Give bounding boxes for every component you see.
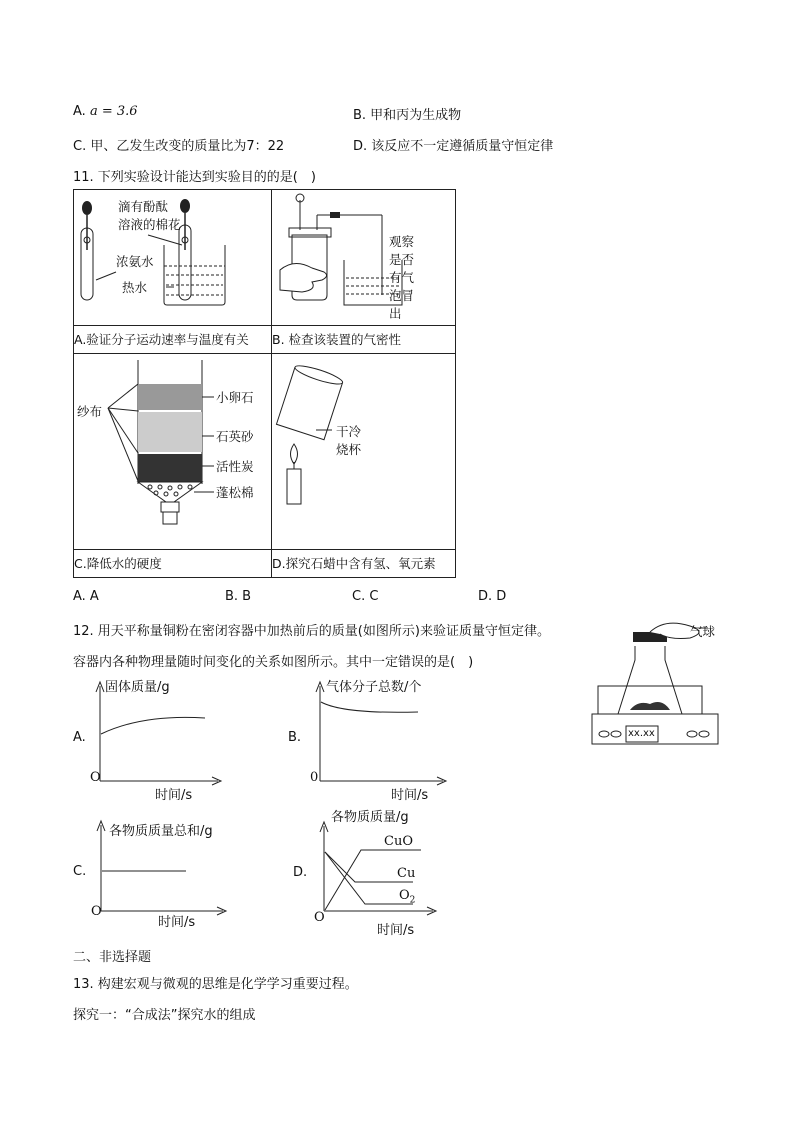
airtightness-apparatus-figure xyxy=(272,190,455,325)
q11-option-a: A. A xyxy=(73,589,99,604)
q12-graph-b xyxy=(288,678,448,803)
q11-cell-b-caption: B. 检查该装置的气密性 xyxy=(272,326,456,354)
graph-b-letter: B. xyxy=(288,730,302,745)
cell-c-label-3: 活性炭 xyxy=(216,459,254,474)
cell-b-label-4: 泡冒 xyxy=(389,288,415,303)
cell-a-label-4: 热水 xyxy=(122,280,148,295)
cell-c-label-1: 小卵石 xyxy=(216,390,254,405)
graph-d-origin: O xyxy=(314,910,325,925)
dropper-bulb-icon xyxy=(82,201,92,215)
q13-explore-1: 探究一：“合成法”探究水的组成 xyxy=(73,1008,256,1023)
graph-d-curve-cu: Cu xyxy=(397,866,416,881)
q12-stem-line2: 容器内各种物理量随时间变化的关系如图所示。其中一定错误的是( ) xyxy=(73,655,474,670)
graph-c-origin: O xyxy=(91,904,102,919)
graph-b-ylabel: 气体分子总数/个 xyxy=(326,680,422,695)
cell-c-label-2: 石英砂 xyxy=(216,429,254,444)
cell-c-label-4: 蓬松棉 xyxy=(216,485,254,500)
graph-a-letter: A. xyxy=(73,730,86,745)
q11-cell-c-caption: C.降低水的硬度 xyxy=(74,550,272,578)
cell-b-label-5: 出 xyxy=(389,306,402,321)
cell-a-label-2: 溶液的棉花 xyxy=(118,217,181,232)
graph-b-origin: 0 xyxy=(310,770,319,785)
balloon-label: 气球 xyxy=(690,624,716,639)
q10-option-b: B. 甲和丙为生成物 xyxy=(353,108,462,123)
q10-option-c xyxy=(73,135,284,154)
q12-graph-c xyxy=(73,815,233,935)
cell-a-label-3: 浓氨水 xyxy=(116,254,154,269)
q10-option-c-ratio: 7：22 xyxy=(246,139,285,154)
q11-cell-c-figure xyxy=(74,354,272,550)
diffusion-apparatus-figure xyxy=(74,190,271,325)
balance-apparatus xyxy=(590,618,730,748)
graph-a-xlabel: 时间/s xyxy=(155,788,193,803)
balance-display: xx.xx xyxy=(628,728,655,739)
q11-cell-a-figure xyxy=(74,190,272,326)
q11-cell-b-figure xyxy=(272,190,456,326)
cell-b-label-1: 观察 xyxy=(389,234,415,249)
graph-a-ylabel: 固体质量/g xyxy=(105,680,170,695)
graph-d-xlabel: 时间/s xyxy=(377,923,415,938)
q11-cell-a-caption: A.验证分子运动速率与温度有关 xyxy=(74,326,272,354)
graph-c-letter: C. xyxy=(73,864,87,879)
q12-graph-d xyxy=(293,804,443,939)
q10-option-a-prefix: A. xyxy=(73,104,90,119)
graph-c-xlabel: 时间/s xyxy=(158,915,196,930)
q11-experiment-table xyxy=(73,189,456,578)
q10-option-a xyxy=(73,104,138,119)
graph-c-ylabel: 各物质质量总和/g xyxy=(109,824,213,839)
cell-d-label-2: 烧杯 xyxy=(336,442,362,457)
cell-d-label-1: 干冷 xyxy=(336,424,362,439)
graph-d-ylabel: 各物质质量/g xyxy=(331,810,409,825)
section-heading: 二、非选择题 xyxy=(73,950,152,965)
cell-b-label-3: 有气 xyxy=(389,270,415,285)
water-filter-figure xyxy=(74,354,271,549)
graph-a-origin: O xyxy=(90,770,101,785)
q10-option-a-math: a = 3.6 xyxy=(89,104,138,119)
q10-option-d: D. 该反应不一定遵循质量守恒定律 xyxy=(353,139,554,154)
q12-stem-line1: 12. 用天平称量铜粉在密闭容器中加热前后的质量(如图所示)来验证质量守恒定律。 xyxy=(73,624,550,639)
q12-graph-a xyxy=(73,678,223,803)
q11-stem: 11. 下列实验设计能达到实验目的的是( ) xyxy=(73,170,316,185)
cell-a-label-1: 滴有酚酞 xyxy=(118,199,169,214)
cell-c-label-gauze: 纱布 xyxy=(77,404,103,419)
candle-beaker-figure xyxy=(272,354,455,549)
q13-stem: 13. 构建宏观与微观的思维是化学学习重要过程。 xyxy=(73,977,358,992)
q11-cell-d-figure xyxy=(272,354,456,550)
q11-option-d: D. D xyxy=(478,589,507,604)
q11-option-c: C. C xyxy=(352,589,379,604)
graph-d-curve-o2: $O_2$ xyxy=(399,888,416,906)
q11-cell-d-caption: D.探究石蜡中含有氢、氧元素 xyxy=(272,550,456,578)
q11-option-b: B. B xyxy=(225,589,252,604)
graph-d-curve-cuo: CuO xyxy=(384,834,413,849)
graph-b-xlabel: 时间/s xyxy=(391,788,429,803)
q10-option-c-text: C. 甲、乙发生改变的质量比为 xyxy=(73,139,247,154)
graph-d-letter: D. xyxy=(293,865,308,880)
cell-b-label-2: 是否 xyxy=(389,252,415,267)
